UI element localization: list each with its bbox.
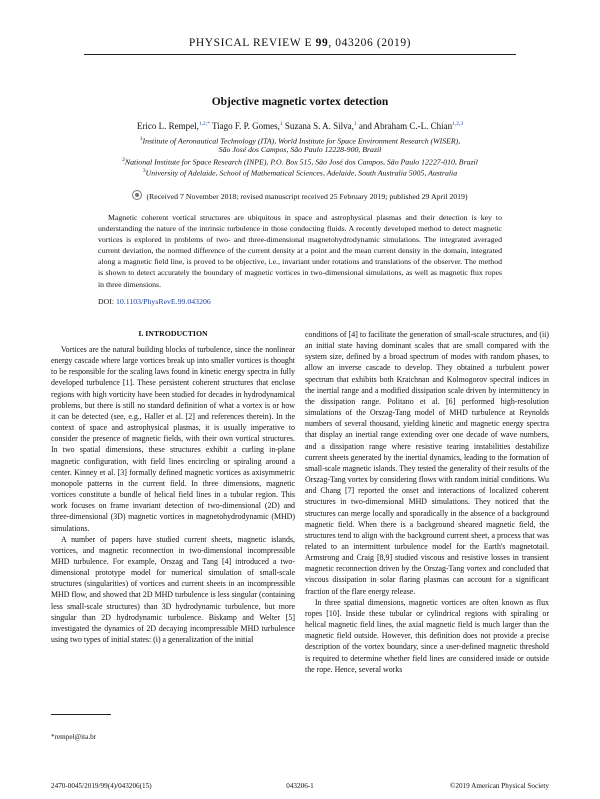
author-list: Erico L. Rempel,$^{1,2,*}$ Tiago F. P. Gomes,$^1$ Suzana S. A. Silva,$^1$ and Abraham C.-L. Chian$^{1,2,3}$ xyxy=(136,121,464,131)
right-column xyxy=(305,329,549,675)
abstract: Magnetic coherent vortical structures are ubiquitous in space and astrophysical plasmas and their detection is key to understanding the nature of the intrinsic turbulence in those conducting fluids. A recently developed method to detect magnetic vortices is explored in problems of two- and three-dimensional magnetohydrodynamic simulations. The integrated averaged current deviation, the normed difference of the current density at a point and the mean current density in the domain, integrated along a magnetic field line, is proved to be objective, i.e., invariant under rotations and translations of the observer. The method is shown to detect accurately the boundary of magnetic vortices in two-dimensional simulations, as well as magnetic flux ropes in three dimensions. xyxy=(98,213,502,289)
doi-link[interactable]: 10.1103/PhysRevE.99.043206 xyxy=(115,297,211,306)
paragraph: Vortices are the natural building blocks of turbulence, since the nonlinear energy cascade where large vortices break up into smaller vortices is thought to be responsible for the scaling laws found in kinetic energy spectra in fully developed turbulence [1]. These persistent coherent structures that enclose regions with high vorticity have been studied for decades in hydrodynamical problems, but there is still no standard definition of what a vortex is or how it can be detected (see, e.g., Haller et al. [2] and references therein). In the context of space and astrophysical plasmas, it is usually imperative to consider the presence of magnetic fields, with their own vortical structures. In two spatial dimensions, these structures exhibit a curling in-plane magnetic configuration, with field lines encircling or spiraling around a center. Kinney et al. [3] formally defined magnetic vortices as axisymmetric monopole patterns in the current field. In three dimensions, magnetic vortices constitute a bundle of helical field lines in a tubular region. This work focuses on frame invariant detection of two-dimensional (2D) and three-dimensional (3D) magnetic vortices in magnetohydrodynamic (MHD) simulations. xyxy=(51,345,295,533)
journal-header: PHYSICAL REVIEW E 99, 043206 (2019) xyxy=(188,37,412,49)
author[interactable]: Erico L. Rempel, xyxy=(136,121,199,131)
header-rule xyxy=(84,54,516,55)
paragraph: conditions of [4] to facilitate the generation of small-scale structures, and (ii) an initial state having dominant scales that are small compared with the system size, defined by a broad spectrum of modes with random phases, to allow an inverse cascade to develop. They obtained a turbulent power spectrum that exhibits both Kraichnan and Kolmogorov spectral indices in the inertial range and a modified dissipation scale driven by intermittency in the dissipation range. Politano et al. [6] performed high-resolution simulations of the Orszag-Tang model of MHD turbulence at Reynolds numbers of several thousand, yielding kinetic and magnetic energy spectra that display an inertial range extending over one decade of wave numbers, and a dissipation range where resistive tearing instabilities destabilize current sheets generated by the inertial dynamics, leading to the formation of small-scale magnetic islands. They tested the generality of their results of the Orszag-Tang vortex by considering flows with random initial conditions. Wu and Chang [7] reported the onset and interactions of localized coherent structures in two-dimensional MHD simulations. They noticed that the structures can merge locally and sporadically in the absence of a background magnetic field. When there is a background sheared magnetic field, the structures tend to align with the background current sheet, a process that was related to an intermittent turbulence model for the Earth's magnetotail. Armstrong and Craig [8,9] studied viscous and resistive losses in transient magnetic reconnection driven by the Orszag-Tang vortex and concluded that viscous dissipation in solar flaring plasmas can account for a significant fraction of the flare energy release. xyxy=(305,330,549,596)
doi-line: DOI: 10.1103/PhysRevE.99.043206 xyxy=(98,297,211,306)
paragraph: In three spatial dimensions, magnetic vortices are often known as flux ropes [10]. Inside these tubular or cylindrical regions with spiraling or helical magnetic field lines, the axial magnetic field is much larger than the magnetic field outside. However, this definition does not provide a precise description of the vortex boundary, since a user-defined magnetic threshold is required to determine whether field lines are considered inside or outside the rope. Hence, several works xyxy=(305,597,549,674)
crossmark-icon[interactable] xyxy=(132,190,142,200)
paragraph: A number of papers have studied current sheets, magnetic islands, vortices, and magnetic reconnection in two-dimensional incompressible MHD turbulence. For example, Orszag and Tang [4] introduced a two-dimensional prototype model for numerical simulation of small-scale structures (singularities) of vortices and current sheets in an incompressible MHD flow, and showed that 2D MHD turbulence is less singular (containing less small-scale structures) than 3D hydrodynamic turbulence, but more singular than 2D hydrodynamic turbulence. Biskamp and Welter [5] investigated the dynamics of 2D decaying incompressible MHD turbulence using two types of initial states: (i) a generalization of the initial xyxy=(51,534,295,645)
footer-page-number: 043206-1 xyxy=(286,782,314,790)
footer-issn: 2470-0045/2019/99(4)/043206(15) xyxy=(51,782,152,790)
left-column xyxy=(51,344,295,645)
author[interactable]: Tiago F. P. Gomes, xyxy=(211,121,280,131)
paper-title: Objective magnetic vortex detection xyxy=(211,96,389,108)
section-heading: I. INTRODUCTION xyxy=(138,329,208,338)
affiliation-3: $^3$University of Adelaide, School of Mathematical Sciences, Adelaide, South Australia 5005, Australia xyxy=(142,167,458,178)
footer-copyright: ©2019 American Physical Society xyxy=(449,782,549,790)
author[interactable]: Suzana S. A. Silva, xyxy=(284,121,354,131)
footnote: *rempel@ita.br xyxy=(51,733,97,741)
footnote-rule xyxy=(51,714,111,715)
affiliation-1-cont: São José dos Campos, São Paulo 12228-900, Brazil xyxy=(218,144,382,154)
author[interactable]: and Abraham C.-L. Chian xyxy=(358,121,453,131)
affiliation-1: $^1$Institute of Aeronautical Technology (ITA), World Institute for Space Environment Research (WISER), xyxy=(139,136,461,146)
received-dates: (Received 7 November 2018; revised manuscript received 25 February 2019; published 29 April 2019) xyxy=(0,190,600,201)
affiliation-2: $^2$National Institute for Space Research (INPE), P.O. Box 515, São José dos Campos, São Paulo 12227-010, Brazil xyxy=(122,157,478,167)
